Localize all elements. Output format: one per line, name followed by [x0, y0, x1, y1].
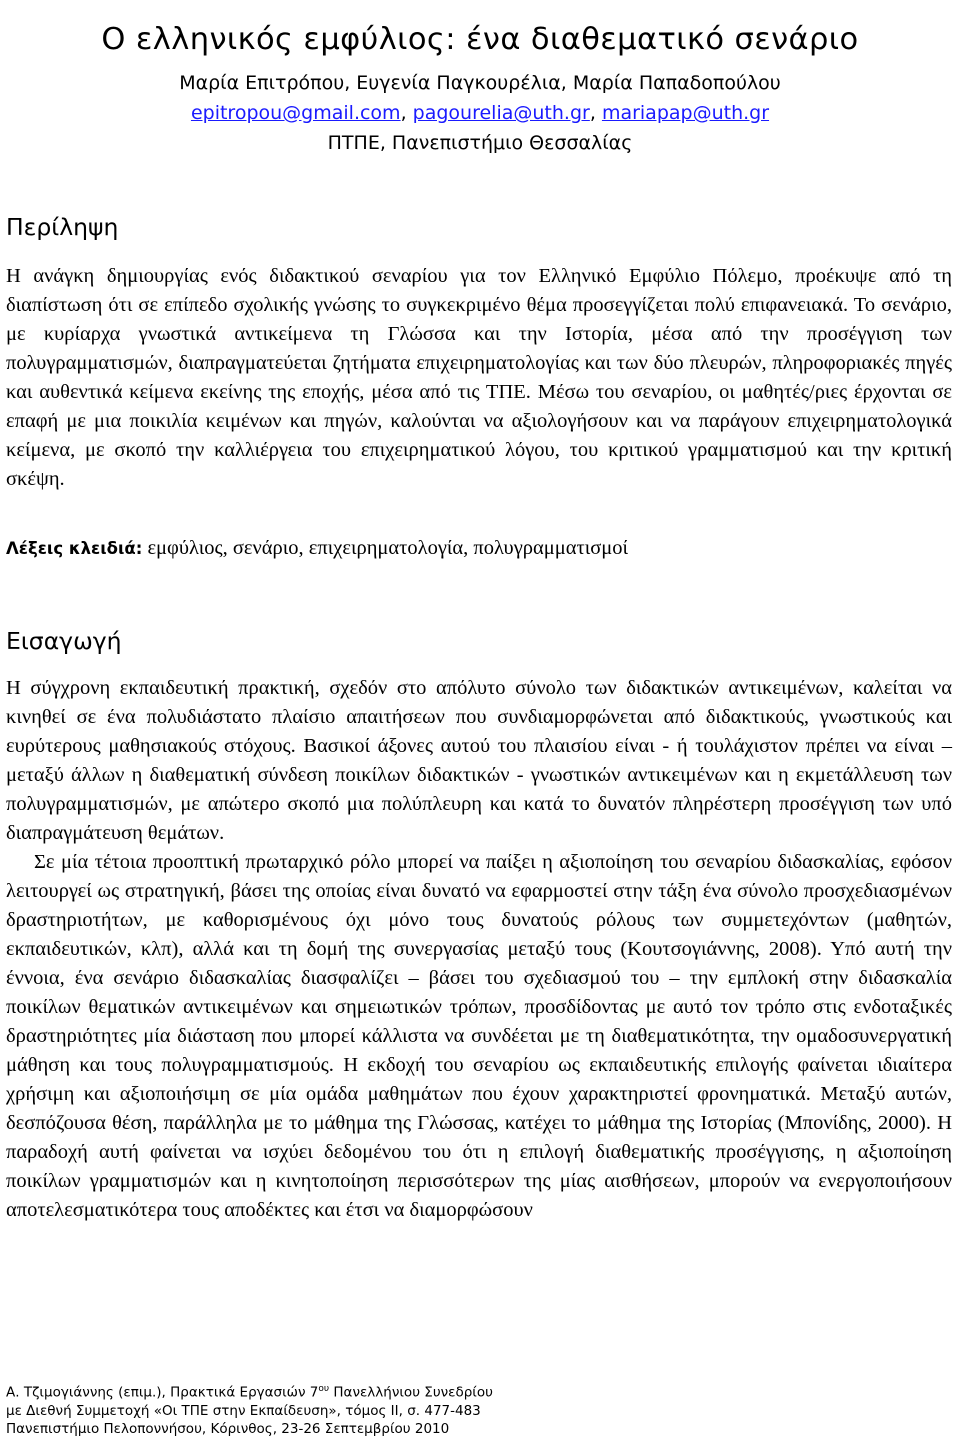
email-link-3[interactable]: mariapap@uth.gr [601, 102, 770, 124]
abstract-text [6, 262, 952, 494]
email-separator: , [400, 102, 413, 124]
footer-line-3: Πανεπιστήμιο Πελοποννήσου, Κόρινθος, 23-26 Σεπτεμβρίου 2010 [6, 1420, 450, 1437]
abstract-heading: Περίληψη [6, 213, 119, 241]
email-link-2[interactable]: pagourelia@uth.gr [412, 102, 590, 124]
footer-line-1-pre: Α. Τζιμογιάννης (επιμ.), Πρακτικά Εργασιών 7 [6, 1384, 319, 1401]
email-separator: , [589, 102, 602, 124]
keywords-line [6, 537, 628, 560]
footer-line-1-sup: ου [318, 1384, 330, 1394]
keywords-label: Λέξεις κλειδιά: [6, 539, 143, 558]
author-block [0, 68, 960, 158]
author-emails [0, 98, 960, 128]
introduction-heading: Εισαγωγή [6, 627, 122, 655]
introduction-paragraph-2: Σε μία τέτοια προοπτική πρωταρχικό ρόλο μπορεί να παίξει η αξιοποίηση του σεναρίου διδασκαλίας, εφόσον λειτουργεί ως στρατηγική, βάσει της οποίας είναι δυνατό να εφαρμοστεί στην τάξη ένα σύνολο προσχεδιασμένων δραστηριοτήτων, με καθορισμένους όχι μόνο τους δυνατούς ρόλους των συμμετεχόντων (μαθητών, εκπαιδευτικών, κλπ), αλλά και τη δομή της συνεργασίας μεταξύ τους (Κουτσογιάννης, 2008). Υπό αυτή την έννοια, ένα σενάριο διδασκαλίας διασφαλίζει – βάσει του σχεδιασμού του – την εμπλοκή στην διδασκαλία ποικίλων θεματικών αντικειμένων και σημειωτικών τρόπων, προσδίδοντας με αυτό τον τρόπο στις ενδοταξικές δραστηριότητες μία διάσταση που μπορεί κάλλιστα να συνδέεται με τη διαθεματικότητα, την ομαδοσυνεργατική μάθηση και τους πολυγραμματισμούς. Η εκδοχή του σεναρίου ως εκπαιδευτικής επιλογής φαίνεται ιδιαίτερα χρήσιμη και αξιοποιήσιμη σε μία ομάδα μαθημάτων που έχουν χαρακτηριστεί φρονηματικά. Μεταξύ αυτών, δεσπόζουσα θέση, παράλληλα με το μάθημα της Γλώσσας, κατέχει το μάθημα της Ιστορίας (Μπονίδης, 2000). Η παραδοχή αυτή φαίνεται να ισχύει δεδομένου του ότι η επιλογή διαθεματικής προσέγγισης, η αξιοποίηση ποικίλων γραμματισμών και η κινητοποίηση περισσότερων της μίας αισθήσεων, μπορούν να ενεργοποιήσουν αποτελεσματικότερα τους αποδέκτες και έτσι να διαμορφώσουν [6, 851, 952, 1221]
paper-title: Ο ελληνικός εμφύλιος: ένα διαθεματικό σενάριο [101, 22, 859, 58]
email-link-1[interactable]: epitropou@gmail.com [190, 102, 401, 124]
abstract-paragraph: Η ανάγκη δημιουργίας ενός διδακτικού σεναρίου για τον Ελληνικό Εμφύλιο Πόλεμο, προέκυψε από τη διαπίστωση ότι σε επίπεδο σχολικής γνώσης το συγκεκριμένο θέμα προσεγγίζεται πολύ επιφανειακά. Το σενάριο, με κυρίαρχα γνωστικά αντικείμενα τη Γλώσσα και την Ιστορία, μέσα από την προσέγγιση των πολυγραμματισμών, διαπραγματεύεται ζητήματα επιχειρηματολογίας και των δύο πλευρών, πληροφοριακές πηγές και αυθεντικά κείμενα εκείνης της εποχής, μέσα από τις ΤΠΕ. Μέσω του σεναρίου, οι μαθητές/ριες έρχονται σε επαφή με μια ποικιλία κειμένων και πηγών, καλούνται να αξιολογήσουν και να παράγουν επιχειρηματολογικά κείμενα, με σκοπό την καλλιέργεια του επιχειρηματικού λόγου, του κριτικού γραμματισμού και την κριτική σκέψη. [6, 265, 952, 490]
keywords-text: εμφύλιος, σενάριο, επιχειρηματολογία, πολυγραμματισμοί [142, 537, 629, 559]
author-affiliation: ΠΤΠΕ, Πανεπιστήμιο Θεσσαλίας [327, 132, 633, 154]
author-names: Μαρία Επιτρόπου, Ευγενία Παγκουρέλια, Μαρία Παπαδοπούλου [179, 72, 781, 94]
page-footer [6, 1380, 493, 1438]
footer-line-1-post: Πανελλήνιου Συνεδρίου [329, 1384, 493, 1401]
introduction-paragraph-1: Η σύγχρονη εκπαιδευτική πρακτική, σχεδόν στο απόλυτο σύνολο των διδακτικών αντικειμένων, καλείται να κινηθεί σε ένα πολυδιάστατο πλαίσιο απαιτήσεων που συνδιαμορφώνεται από διδακτικούς, γνωστικούς και ευρύτερους μαθησιακούς στόχους. Βασικοί άξονες αυτού του πλαισίου είναι - ή τουλάχιστον πρέπει να είναι – μεταξύ άλλων η διαθεματική σύνδεση ποικίλων διδακτικών - γνωστικών αντικειμένων και η εκμετάλλευση των πολυγραμματισμών, με απώτερο σκοπό μια πολύπλευρη και κατά το δυνατόν πληρέστερη προσέγγιση των υπό διαπραγμάτευση θεμάτων. [6, 677, 952, 844]
footer-line-1 [6, 1380, 493, 1402]
footer-line-2: με Διεθνή Συμμετοχή «Οι ΤΠΕ στην Εκπαίδευση», τόμος ΙΙ, σ. 477-483 [6, 1402, 481, 1419]
introduction-text [6, 674, 952, 1225]
